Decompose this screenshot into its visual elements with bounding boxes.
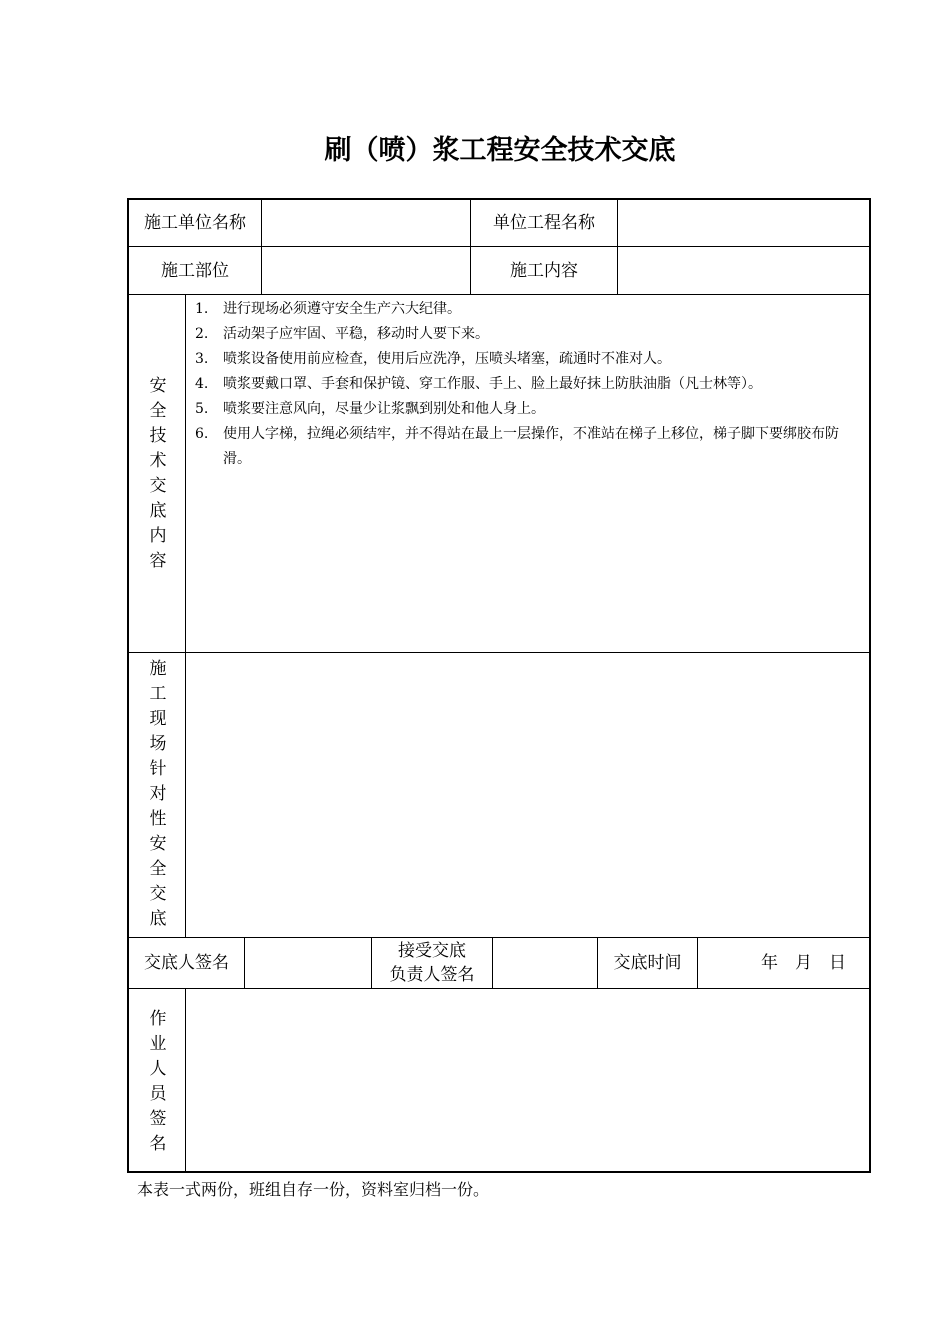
workers-signature-field[interactable] [187,989,870,1171]
list-item: 1. 进行现场必须遵守安全生产六大纪律。 [195,301,461,317]
list-item: 3. 喷浆设备使用前应检查，使用后应洗净，压喷头堵塞，疏通时不准对人。 [195,351,671,367]
col-divider [185,295,186,938]
list-item: 6. 使用人字梯，拉绳必须结牢，并不得站在最上一层操作，不准站在梯子上移位，梯子脚下要绑胶布防滑。 [195,426,839,467]
list-item: 2. 活动架子应牢固、平稳，移动时人要下来。 [195,326,489,342]
discloser-label: 交底人签名 [144,953,229,973]
col-divider [185,989,186,1172]
date-field[interactable]: 年 月 日 [761,953,846,973]
location-field[interactable] [262,247,470,294]
footer-note: 本表一式两份，班组自存一份，资料室归档一份。 [137,1180,490,1199]
workers-section-label: 作业人员签名 [149,1009,167,1154]
unit-name-field[interactable] [262,199,470,246]
unit-name-label: 施工单位名称 [144,212,246,233]
page-title: 刷（喷）浆工程安全技术交底 [324,135,676,166]
project-name-field[interactable] [618,199,870,246]
content-label: 施工内容 [510,260,578,281]
site-section-field[interactable] [187,653,870,937]
safety-section-label: 安全技术交底内容 [149,376,167,571]
list-item: 5. 喷浆要注意风向，尽量少让浆飘到别处和他人身上。 [195,401,545,417]
list-item: 4. 喷浆要戴口罩、手套和保护镜、穿工作服、手上、脸上最好抹上防肤油脂（凡士林等）。 [195,376,762,392]
receiver-label-line2: 负责人签名 [389,965,475,985]
receiver-label-line1: 接受交底 [398,941,466,961]
project-name-label: 单位工程名称 [493,212,595,233]
row-divider [128,294,871,295]
content-field[interactable] [618,247,870,294]
time-label: 交底时间 [613,953,682,973]
discloser-signature-field[interactable] [245,938,371,988]
receiver-signature-field[interactable] [493,938,597,988]
receiver-label [372,938,492,988]
safety-items-list [195,297,865,472]
site-section-label: 施工现场针对性安全交底 [149,659,167,929]
location-label: 施工部位 [161,260,229,281]
